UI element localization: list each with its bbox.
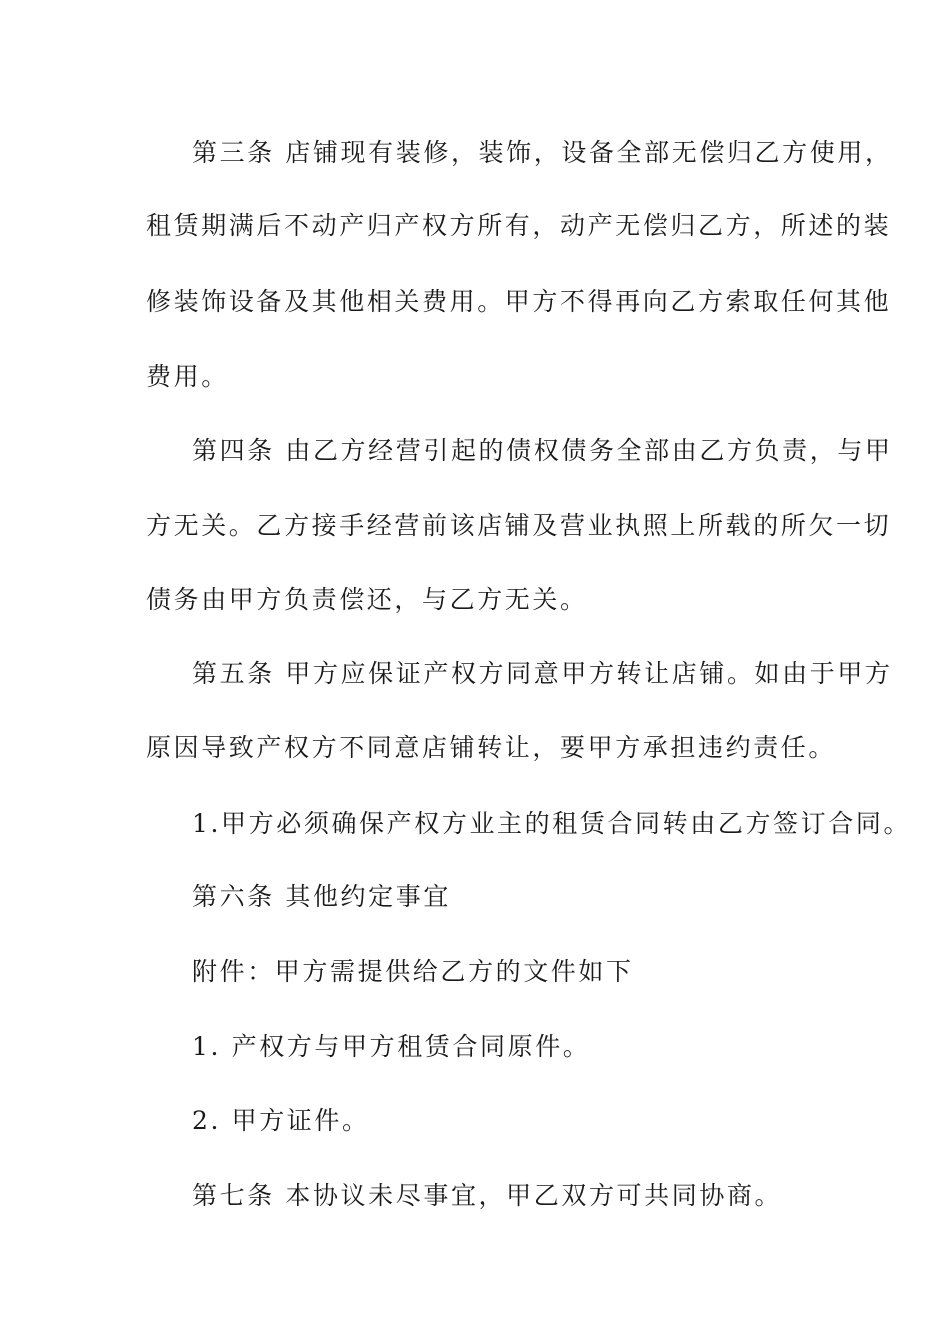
- article-4-line-1: 第四条 由乙方经营引起的债权债务全部由乙方负责，与甲: [192, 436, 893, 465]
- article-3-line-2: 租赁期满后不动产归产权方所有，动产无偿归乙方，所述的装: [146, 211, 892, 240]
- article-4-line-3: 债务由甲方负责偿还，与乙方无关。: [146, 585, 588, 614]
- article-3-line-4: 费用。: [146, 362, 229, 391]
- article-4-line-2: 方无关。乙方接手经营前该店铺及营业执照上所载的所欠一切: [146, 511, 892, 540]
- attachment-item-2: 2. 甲方证件。: [192, 1106, 370, 1135]
- attachment-heading: 附件：甲方需提供给乙方的文件如下: [192, 957, 634, 986]
- article-7-line-1: 第七条 本协议未尽事宜，甲乙双方可共同协商。: [192, 1181, 783, 1210]
- article-5-line-2: 原因导致产权方不同意店铺转让，要甲方承担违约责任。: [146, 733, 837, 762]
- article-3-line-1: 第三条 店铺现有装修，装饰，设备全部无偿归乙方使用，: [192, 138, 893, 167]
- article-6-heading: 第六条 其他约定事宜: [192, 882, 451, 911]
- article-5-line-1: 第五条 甲方应保证产权方同意甲方转让店铺。如由于甲方: [192, 659, 893, 688]
- article-3-line-3: 修装饰设备及其他相关费用。甲方不得再向乙方索取任何其他: [146, 287, 892, 316]
- article-5-item-1: 1.甲方必须确保产权方业主的租赁合同转由乙方签订合同。: [192, 809, 912, 838]
- attachment-item-1: 1. 产权方与甲方租赁合同原件。: [192, 1032, 591, 1061]
